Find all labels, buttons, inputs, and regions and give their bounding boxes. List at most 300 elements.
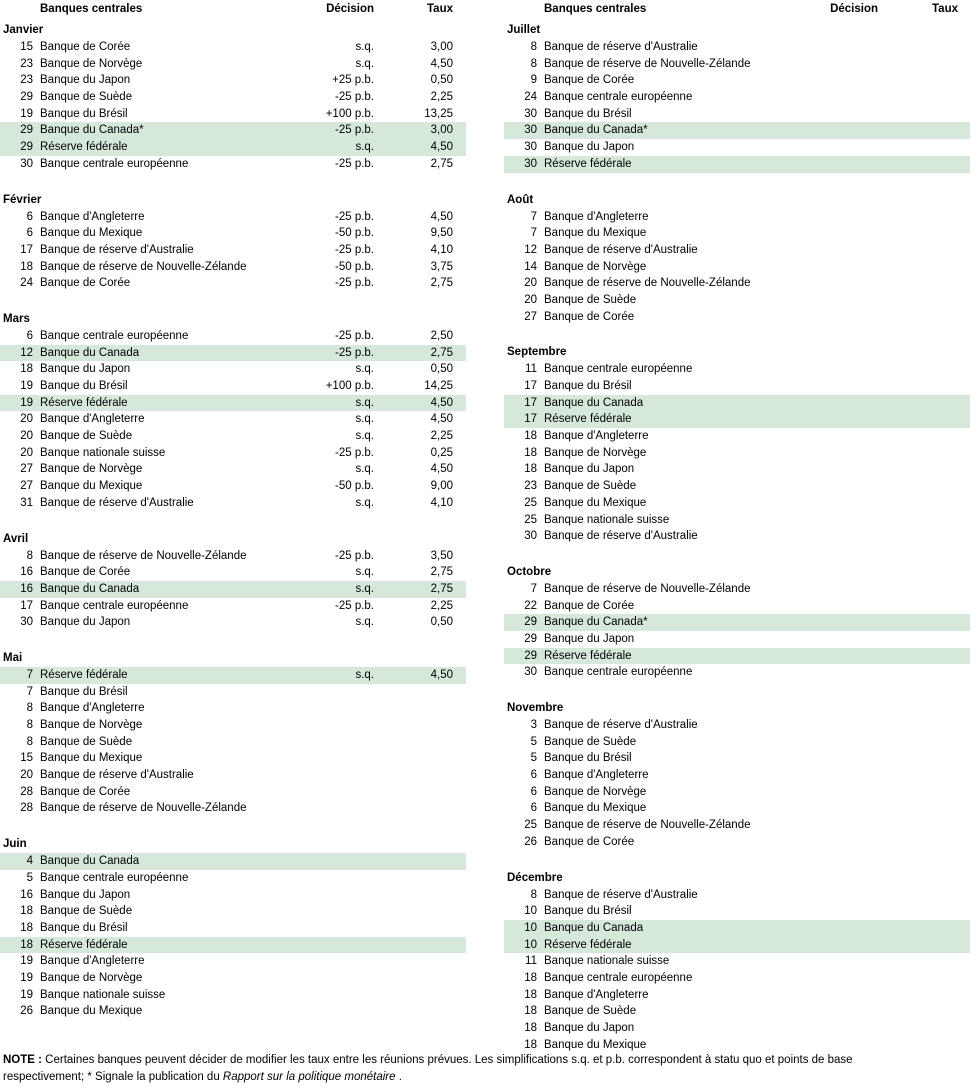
table-row <box>504 275 970 292</box>
meeting-day: 9 <box>530 74 537 87</box>
meeting-day: 30 <box>20 616 33 629</box>
bank-name: Banque du Japon <box>544 141 635 154</box>
rate-value: 3,50 <box>430 549 453 562</box>
meeting-day: 31 <box>20 496 33 509</box>
meeting-day: 18 <box>20 260 33 273</box>
bank-name: Banque du Brésil <box>40 921 128 934</box>
bank-name: Réserve fédérale <box>544 157 632 170</box>
rate-value: 2,75 <box>430 566 453 579</box>
bank-name: Banque de réserve d'Australie <box>544 719 698 731</box>
decision-value: s.q. <box>355 396 374 409</box>
table-row <box>504 887 970 904</box>
table-row <box>0 328 466 345</box>
table-row <box>0 717 466 734</box>
meeting-day: 19 <box>20 380 33 392</box>
meeting-day: 7 <box>530 227 537 240</box>
table-row <box>504 937 970 954</box>
bank-name: Banque de Corée <box>40 785 131 798</box>
bank-name: Banque de Norvège <box>544 260 647 273</box>
meeting-day: 20 <box>20 430 33 443</box>
bank-name: Banque de Suède <box>40 905 133 918</box>
bank-name: Banque de Norvège <box>544 785 647 798</box>
table-row <box>504 309 970 326</box>
table-row <box>504 242 970 259</box>
bank-name: Banque du Canada <box>40 855 140 868</box>
table-row <box>504 122 970 139</box>
month-heading: Décembre <box>507 871 563 884</box>
bank-name: Banque de Corée <box>544 599 635 612</box>
decision-value: s.q. <box>355 141 374 154</box>
meeting-day: 25 <box>524 496 537 509</box>
meeting-day: 20 <box>524 293 537 306</box>
bank-name: Réserve fédérale <box>40 396 128 409</box>
table-row <box>504 767 970 784</box>
meeting-day: 25 <box>524 513 537 526</box>
decision-value: -25 p.b. <box>335 210 374 223</box>
meeting-day: 19 <box>20 988 33 1001</box>
rate-value: 3,00 <box>430 124 453 137</box>
header-rate: Taux <box>932 3 958 15</box>
note-end: . <box>395 1071 402 1083</box>
bank-name: Banque de Suède <box>40 91 133 104</box>
bank-name: Banque du Japon <box>40 888 131 901</box>
bank-name: Banque de réserve de Nouvelle-Zélande <box>40 802 247 815</box>
meeting-day: 17 <box>524 413 537 426</box>
meeting-day: 5 <box>530 735 537 748</box>
meeting-day: 6 <box>26 227 33 240</box>
bank-name: Banque de Norvège <box>40 463 143 476</box>
meeting-day: 5 <box>530 752 537 765</box>
table-row <box>0 209 466 226</box>
bank-name: Banque de réserve de Nouvelle-Zélande <box>544 819 751 832</box>
bank-name: Banque centrale européenne <box>544 363 693 376</box>
meeting-day: 11 <box>525 955 537 968</box>
decision-value: -25 p.b. <box>335 446 374 459</box>
table-row <box>0 445 466 462</box>
bank-name: Banque d'Angleterre <box>544 988 649 1001</box>
bank-name: Banque du Japon <box>40 363 131 376</box>
bank-name: Banque du Canada <box>40 346 140 359</box>
bank-name: Banque de Suède <box>544 1005 637 1018</box>
decision-value: s.q. <box>355 566 374 579</box>
meeting-day: 10 <box>524 938 537 951</box>
table-row <box>0 598 466 615</box>
left-column <box>0 0 466 1020</box>
meeting-day: 24 <box>20 277 33 290</box>
bank-name: Banque du Brésil <box>544 107 632 120</box>
bank-name: Banque d'Angleterre <box>544 210 649 223</box>
meeting-day: 19 <box>20 107 33 120</box>
bank-name: Banque du Canada* <box>544 616 648 629</box>
table-row <box>504 953 970 970</box>
table-row <box>504 648 970 665</box>
meeting-day: 30 <box>524 157 537 170</box>
table-row <box>0 39 466 56</box>
meeting-day: 8 <box>26 702 33 715</box>
table-row <box>0 903 466 920</box>
meeting-day: 19 <box>20 396 33 409</box>
table-row <box>0 667 466 684</box>
bank-name: Banque de Suède <box>544 293 637 306</box>
bank-name: Banque nationale suisse <box>40 988 166 1001</box>
meeting-day: 7 <box>26 668 33 681</box>
bank-name: Banque centrale européenne <box>544 91 693 104</box>
rate-value: 0,50 <box>430 74 453 87</box>
meeting-day: 22 <box>524 599 537 612</box>
bank-name: Banque de Norvège <box>544 446 647 459</box>
meeting-day: 18 <box>524 971 537 984</box>
table-row <box>0 275 466 292</box>
decision-value: -25 p.b. <box>335 124 374 137</box>
table-row <box>504 225 970 242</box>
note-label: NOTE : <box>3 1054 42 1066</box>
table-row <box>0 767 466 784</box>
table-row <box>504 512 970 529</box>
meeting-day: 14 <box>524 260 537 273</box>
table-row <box>504 156 970 173</box>
meeting-day: 20 <box>20 446 33 459</box>
meeting-day: 30 <box>524 141 537 154</box>
bank-name: Banque du Japon <box>40 616 131 629</box>
rate-value: 2,75 <box>430 157 453 170</box>
meeting-day: 11 <box>525 363 537 376</box>
month-heading: Mars <box>3 312 30 325</box>
rate-value: 3,75 <box>430 260 453 273</box>
table-row <box>0 987 466 1004</box>
table-row <box>0 887 466 904</box>
decision-value: s.q. <box>355 582 374 595</box>
table-row <box>504 528 970 545</box>
meeting-day: 20 <box>20 413 33 426</box>
bank-name: Banque du Mexique <box>40 227 143 240</box>
table-row <box>504 750 970 767</box>
table-row <box>0 378 466 395</box>
table-row <box>0 242 466 259</box>
meeting-day: 29 <box>20 124 33 137</box>
table-row <box>0 970 466 987</box>
bank-name: Banque du Brésil <box>40 685 128 698</box>
meeting-day: 4 <box>26 855 33 868</box>
meeting-day: 7 <box>26 685 33 698</box>
table-row <box>504 664 970 681</box>
table-row <box>504 631 970 648</box>
section-spacer <box>504 851 970 867</box>
meeting-day: 23 <box>524 480 537 493</box>
bank-name: Banque d'Angleterre <box>40 955 145 968</box>
bank-name: Banque de Suède <box>544 480 637 493</box>
meeting-day: 29 <box>20 141 33 154</box>
table-row <box>504 734 970 751</box>
bank-name: Banque du Mexique <box>544 802 647 815</box>
table-row <box>0 750 466 767</box>
bank-name: Réserve fédérale <box>40 141 128 154</box>
meeting-day: 8 <box>26 719 33 731</box>
table-row <box>0 461 466 478</box>
table-row <box>504 614 970 631</box>
table-row <box>0 259 466 276</box>
decision-value: s.q. <box>355 668 374 681</box>
table-row <box>0 920 466 937</box>
bank-name: Banque de réserve d'Australie <box>544 888 698 901</box>
section-spacer <box>504 173 970 189</box>
section-spacer <box>0 817 466 833</box>
rate-value: 2,25 <box>430 91 453 104</box>
section-spacer <box>504 681 970 697</box>
meeting-day: 10 <box>524 905 537 918</box>
meeting-day: 17 <box>20 599 33 612</box>
table-row <box>0 478 466 495</box>
month-heading: Octobre <box>507 565 552 578</box>
month-heading: Janvier <box>3 24 44 36</box>
header-decision: Décision <box>326 3 374 15</box>
meeting-day: 15 <box>20 752 33 765</box>
table-row <box>504 1037 970 1054</box>
decision-value: -50 p.b. <box>335 480 374 493</box>
bank-name: Banque de réserve d'Australie <box>544 530 698 543</box>
rate-value: 14,25 <box>424 380 453 392</box>
table-row <box>504 478 970 495</box>
bank-name: Banque du Canada* <box>544 124 648 137</box>
bank-name: Banque du Mexique <box>40 480 143 493</box>
table-row <box>504 1003 970 1020</box>
table-row <box>0 495 466 512</box>
bank-name: Banque d'Angleterre <box>40 702 145 715</box>
table-row <box>0 345 466 362</box>
table-row <box>504 361 970 378</box>
table-row <box>504 445 970 462</box>
bank-name: Banque du Brésil <box>544 380 632 392</box>
meeting-day: 30 <box>524 530 537 543</box>
header-banks: Banques centrales <box>544 3 647 15</box>
rate-value: 13,25 <box>424 107 453 120</box>
rate-value: 2,75 <box>430 277 453 290</box>
decision-value: s.q. <box>355 57 374 70</box>
meeting-day: 29 <box>524 616 537 629</box>
meeting-day: 18 <box>20 905 33 918</box>
meeting-day: 18 <box>524 1038 537 1051</box>
right-column <box>504 0 970 1053</box>
table-row <box>504 259 970 276</box>
meeting-day: 18 <box>524 430 537 443</box>
bank-name: Banque de Corée <box>40 566 131 579</box>
table-row <box>0 411 466 428</box>
bank-name: Banque du Canada <box>544 921 644 934</box>
meeting-day: 27 <box>20 480 33 493</box>
decision-value: -25 p.b. <box>335 277 374 290</box>
bank-name: Banque du Brésil <box>40 380 128 392</box>
bank-name: Banque de Suède <box>40 735 133 748</box>
decision-value: -50 p.b. <box>335 227 374 240</box>
section-spacer <box>504 545 970 561</box>
bank-name: Banque centrale européenne <box>40 871 189 884</box>
meeting-day: 19 <box>20 955 33 968</box>
meeting-day: 18 <box>20 921 33 934</box>
meeting-day: 20 <box>524 277 537 290</box>
rate-value: 4,50 <box>430 463 453 476</box>
bank-name: Banque de Corée <box>40 41 131 53</box>
decision-value: -25 p.b. <box>335 599 374 612</box>
table-row <box>504 784 970 801</box>
bank-name: Banque d'Angleterre <box>544 769 649 782</box>
meeting-day: 26 <box>524 835 537 848</box>
meeting-day: 8 <box>26 549 33 562</box>
month-heading: Août <box>507 193 534 206</box>
table-row <box>504 920 970 937</box>
rate-value: 0,50 <box>430 616 453 629</box>
meeting-day: 29 <box>524 649 537 662</box>
meeting-day: 12 <box>524 243 537 256</box>
meeting-day: 8 <box>26 735 33 748</box>
bank-name: Réserve fédérale <box>544 938 632 951</box>
table-row <box>0 122 466 139</box>
table-row <box>504 106 970 123</box>
rate-value: 2,75 <box>430 346 453 359</box>
decision-value: s.q. <box>355 41 374 53</box>
header-decision: Décision <box>830 3 878 15</box>
meeting-day: 19 <box>20 971 33 984</box>
table-row <box>0 395 466 412</box>
meeting-day: 6 <box>26 329 33 342</box>
bank-name: Banque du Canada <box>544 396 644 409</box>
meeting-day: 27 <box>524 310 537 323</box>
bank-name: Banque du Mexique <box>40 1005 143 1018</box>
rate-value: 4,10 <box>430 496 453 509</box>
bank-name: Banque nationale suisse <box>544 955 670 968</box>
decision-value: -25 p.b. <box>335 346 374 359</box>
month-heading: Septembre <box>507 346 567 359</box>
bank-name: Banque du Mexique <box>544 1038 647 1051</box>
rate-value: 4,50 <box>430 413 453 426</box>
footnote <box>3 1052 903 1086</box>
bank-name: Banque de Corée <box>544 835 635 848</box>
table-row <box>0 1003 466 1020</box>
meeting-day: 29 <box>524 632 537 645</box>
table-row <box>504 817 970 834</box>
meeting-day: 24 <box>524 91 537 104</box>
table-row <box>0 614 466 631</box>
section-spacer <box>0 292 466 308</box>
table-row <box>0 784 466 801</box>
rate-value: 9,50 <box>430 227 453 240</box>
table-row <box>504 209 970 226</box>
bank-name: Réserve fédérale <box>40 938 128 951</box>
bank-name: Banque du Brésil <box>40 107 128 120</box>
table-row <box>504 903 970 920</box>
table-row <box>504 987 970 1004</box>
decision-value: -25 p.b. <box>335 329 374 342</box>
bank-name: Banque de Norvège <box>40 971 143 984</box>
bank-name: Banque de Suède <box>544 735 637 748</box>
bank-name: Banque de réserve d'Australie <box>40 243 194 256</box>
table-row <box>0 548 466 565</box>
table-row <box>0 953 466 970</box>
table-row <box>0 734 466 751</box>
decision-value: -25 p.b. <box>335 549 374 562</box>
bank-name: Banque du Mexique <box>40 752 143 765</box>
decision-value: s.q. <box>355 363 374 376</box>
left-table-body <box>0 22 466 1020</box>
rate-value: 4,50 <box>430 210 453 223</box>
bank-name: Banque de réserve d'Australie <box>40 769 194 782</box>
section-spacer <box>0 631 466 647</box>
table-row <box>0 428 466 445</box>
decision-value: s.q. <box>355 616 374 629</box>
meeting-day: 18 <box>524 988 537 1001</box>
bank-name: Banque de Suède <box>40 430 133 443</box>
decision-value: -25 p.b. <box>335 157 374 170</box>
decision-value: +100 p.b. <box>325 107 374 120</box>
table-row <box>504 495 970 512</box>
rate-value: 0,25 <box>430 446 453 459</box>
decision-value: -25 p.b. <box>335 91 374 104</box>
bank-name: Banque de Corée <box>544 74 635 87</box>
meeting-day: 7 <box>530 582 537 595</box>
bank-name: Banque centrale européenne <box>544 666 693 679</box>
note-text: Certaines banques peuvent décider de modifier les taux entre les réunions prévues. Les simplifications s.q. et p.b. correspondent à statu quo et points de base respectivement; * Signale la publication du <box>3 1054 853 1083</box>
rate-value: 4,50 <box>430 668 453 681</box>
table-row <box>504 378 970 395</box>
table-row <box>0 106 466 123</box>
rate-value: 4,50 <box>430 141 453 154</box>
decision-value: s.q. <box>355 430 374 443</box>
note-report-title: Rapport sur la politique monétaire <box>222 1071 396 1083</box>
bank-name: Réserve fédérale <box>40 668 128 681</box>
rate-value: 2,50 <box>430 329 453 342</box>
rate-value: 2,25 <box>430 599 453 612</box>
table-row <box>504 411 970 428</box>
table-row <box>0 56 466 73</box>
meeting-day: 16 <box>20 566 33 579</box>
month-heading: Juillet <box>507 24 541 36</box>
meeting-day: 6 <box>530 769 537 782</box>
bank-name: Banque nationale suisse <box>544 513 670 526</box>
table-row <box>0 684 466 701</box>
bank-name: Banque de Norvège <box>40 57 143 70</box>
table-header <box>504 0 970 20</box>
table-row <box>504 970 970 987</box>
meeting-day: 30 <box>524 107 537 120</box>
meeting-day: 8 <box>530 57 537 70</box>
rate-value: 0,50 <box>430 363 453 376</box>
header-rate: Taux <box>427 3 453 15</box>
bank-name: Banque du Japon <box>544 463 635 476</box>
meeting-day: 5 <box>26 871 33 884</box>
bank-name: Banque de réserve de Nouvelle-Zélande <box>40 549 247 562</box>
meeting-day: 18 <box>524 463 537 476</box>
meeting-day: 30 <box>524 666 537 679</box>
bank-name: Banque de Corée <box>40 277 131 290</box>
bank-name: Banque du Canada <box>40 582 140 595</box>
meeting-day: 26 <box>20 1005 33 1018</box>
table-header <box>0 0 466 20</box>
table-row <box>504 598 970 615</box>
meeting-day: 16 <box>20 582 33 595</box>
table-row <box>504 461 970 478</box>
decision-value: s.q. <box>355 413 374 426</box>
meeting-day: 12 <box>20 346 33 359</box>
bank-name: Banque d'Angleterre <box>544 430 649 443</box>
table-row <box>504 800 970 817</box>
decision-value: +100 p.b. <box>325 380 374 392</box>
bank-name: Banque centrale européenne <box>544 971 693 984</box>
bank-name: Banque de réserve de Nouvelle-Zélande <box>544 277 751 290</box>
header-banks: Banques centrales <box>40 3 143 15</box>
section-spacer <box>504 325 970 341</box>
meeting-day: 8 <box>530 41 537 53</box>
table-row <box>0 225 466 242</box>
table-row <box>0 89 466 106</box>
bank-name: Banque du Japon <box>544 1022 635 1034</box>
